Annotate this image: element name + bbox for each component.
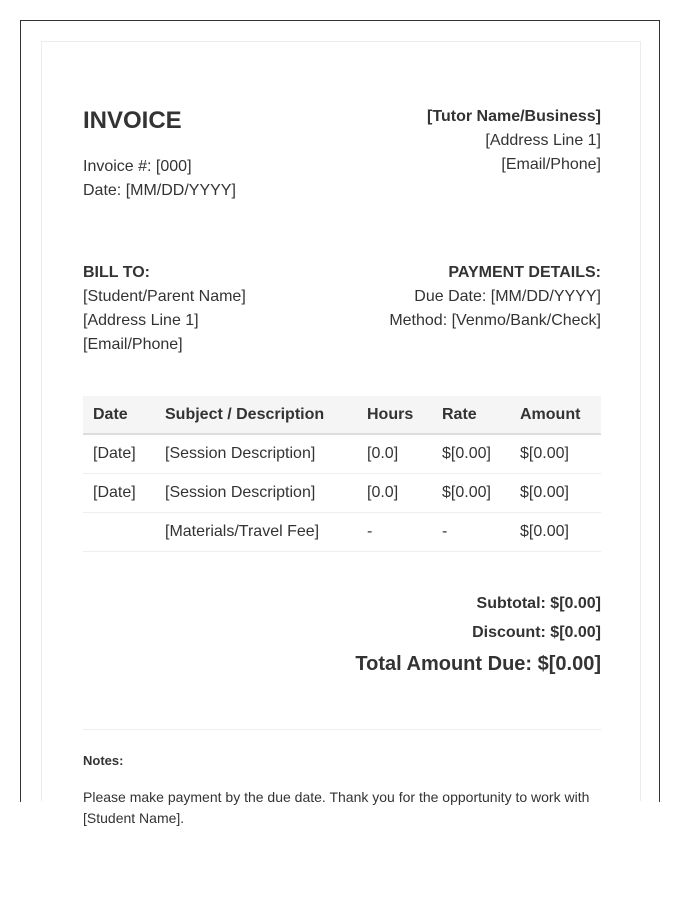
table-row xyxy=(83,473,601,512)
cell-hours: - xyxy=(357,512,432,551)
document-frame xyxy=(20,20,660,826)
total-amount-due: Total Amount Due: $[0.00] xyxy=(355,653,601,675)
bill-to-block xyxy=(83,261,246,357)
table-row xyxy=(83,434,601,473)
column-header-amount: Amount xyxy=(510,396,601,434)
payment-details-heading: PAYMENT DETAILS: xyxy=(448,264,601,281)
column-header-rate: Rate xyxy=(432,396,510,434)
cell-date: [Date] xyxy=(83,434,155,473)
cell-rate: - xyxy=(432,512,510,551)
cell-rate: $[0.00] xyxy=(432,434,510,473)
line-items-table xyxy=(83,396,601,552)
discount: Discount: $[0.00] xyxy=(472,624,601,641)
cell-description: [Session Description] xyxy=(155,434,357,473)
cell-date xyxy=(83,512,155,551)
table-row xyxy=(83,512,601,551)
invoice-date: Date: [MM/DD/YYYY] xyxy=(83,182,236,199)
column-header-hours: Hours xyxy=(357,396,432,434)
notes-label: Notes: xyxy=(83,753,124,768)
sender-name: [Tutor Name/Business] xyxy=(427,108,601,125)
invoice-number: Invoice #: [000] xyxy=(83,158,192,175)
notes-divider xyxy=(83,729,601,730)
invoice-title: INVOICE xyxy=(83,107,182,134)
column-header-description: Subject / Description xyxy=(155,396,357,434)
subtotal: Subtotal: $[0.00] xyxy=(476,595,601,612)
cell-amount: $[0.00] xyxy=(510,434,601,473)
cell-amount: $[0.00] xyxy=(510,473,601,512)
sender-address: [Address Line 1] xyxy=(485,132,601,149)
cell-hours: [0.0] xyxy=(357,434,432,473)
cell-description: [Session Description] xyxy=(155,473,357,512)
sender-block xyxy=(427,105,601,177)
table-header-row xyxy=(83,396,601,434)
payment-details-block xyxy=(389,261,601,333)
notes-text: Please make payment by the due date. Thank you for the opportunity to work with [Student Name]. xyxy=(83,789,590,826)
invoice-sheet xyxy=(41,41,641,826)
column-header-date: Date xyxy=(83,396,155,434)
bill-to-name: [Student/Parent Name] xyxy=(83,288,246,305)
cell-rate: $[0.00] xyxy=(432,473,510,512)
cell-amount: $[0.00] xyxy=(510,512,601,551)
cell-date: [Date] xyxy=(83,473,155,512)
bill-to-heading: BILL TO: xyxy=(83,264,150,281)
cell-description: [Materials/Travel Fee] xyxy=(155,512,357,551)
payment-due-date: Due Date: [MM/DD/YYYY] xyxy=(414,288,601,305)
cell-hours: [0.0] xyxy=(357,473,432,512)
bill-to-address: [Address Line 1] xyxy=(83,312,199,329)
sender-contact: [Email/Phone] xyxy=(501,156,601,173)
bill-to-contact: [Email/Phone] xyxy=(83,336,183,353)
payment-method: Method: [Venmo/Bank/Check] xyxy=(389,312,601,329)
